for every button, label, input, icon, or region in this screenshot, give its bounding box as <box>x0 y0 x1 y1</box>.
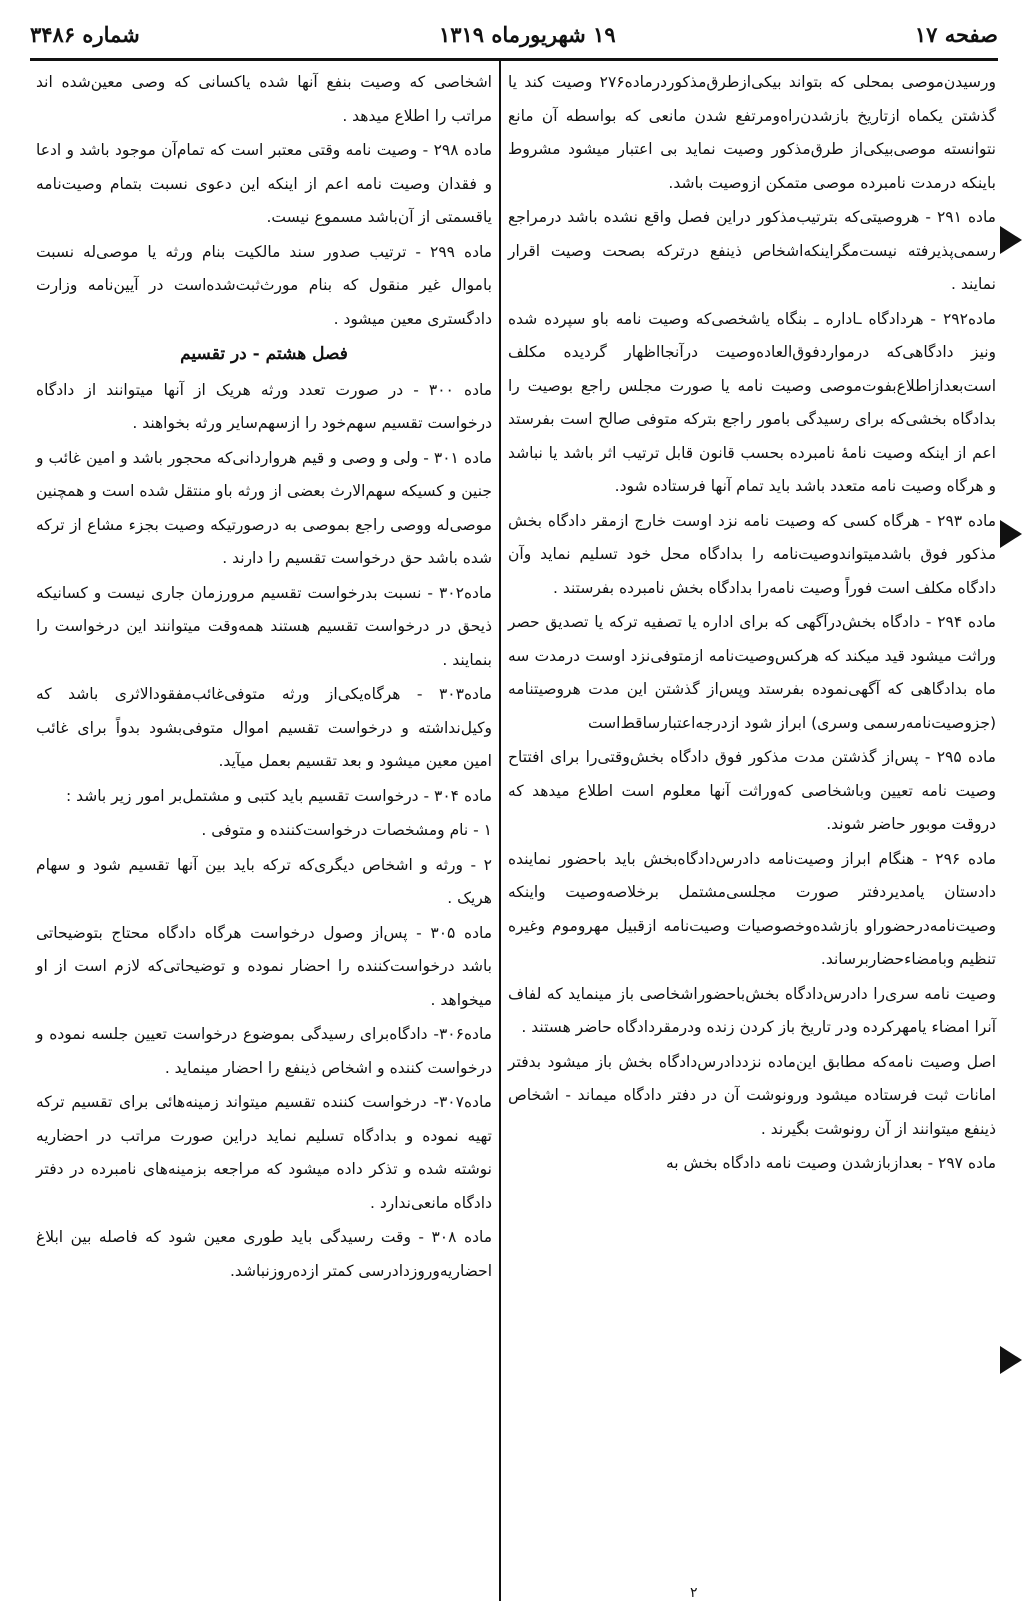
article-307: ماده۳۰۷- درخواست کننده تقسیم میتواند زمینه‌هائی برای تقسیم ترکه تهیه نموده و بدادگاه تسلیم نماید دراین صورت مراتب در احضاریه نوشته شده و تذکر داده میشود که مراجعه بزمینه‌های نامبرده در دفتر دادگاه مانعی‌ندارد . <box>36 1093 492 1212</box>
article-304-item-1: ۱ - نام ومشخصات درخواست‌کننده و متوفی . <box>201 821 492 839</box>
article-295: ماده ۲۹۵ - پس‌از گذشتن مدت مذکور فوق دادگاه بخش‌وقتی‌را برای افتتاح وصیت نامه تعیین وباشخاصی که‌وراثت آنها معلوم است اطلاع میدهد که دروقت موبور حاضر شوند. <box>508 748 996 833</box>
header-rule <box>30 58 998 61</box>
article-306: ماده۳۰۶- دادگاه‌برای رسیدگی بموضوع درخواست تعیین جلسه نموده و درخواست کننده و اشخاص ذینفع را احضار مینماید . <box>36 1025 492 1077</box>
article-293: ماده ۲۹۳ - هرگاه کسی که وصیت نامه نزد اوست خارج ازمقر دادگاه بخش مذکور فوق باشدمیتواندوصیت‌نامه را بدادگاه محل خود تسلیم نماید وآن دادگاه مکلف است فوراً وصیت نامه‌را بدادگاه بخش نامبرده بفرستند . <box>508 511 996 597</box>
article-301: ماده ۳۰۱ - ولی و وصی و قیم هرواردانی‌که محجور باشد و امین غائب و جنین و کسیکه سهم‌الارث بعضی از ورثه باو منتقل شده است و همچنین موصی‌له ووصی راجع بموصی به درصورتیکه وصیت بجزء مشاع از ترکه شده باشد حق درخواست تقسیم را دارند . <box>36 448 492 567</box>
article-299: ماده ۲۹۹ - ترتیب صدور سند مالکیت بنام ورثه یا موصی‌له نسبت باموال غیر منقول که بنام مورث‌ثبت‌شده‌است در آیین‌نامه وزارت دادگستری معین میشود . <box>36 242 492 328</box>
article-298: ماده ۲۹۸ - وصیت نامه وقتی معتبر است که تمام‌آن موجود باشد و ادعا و فقدان وصیت نامه اعم از اینکه این دعوی نسبت بتمام وصیت‌نامه یاقسمتی از آن‌باشد مسموع نیست. <box>36 141 493 226</box>
article-continuation: اشخاصی که وصیت بنفع آنها شده یاکسانی که وصی معین‌شده اند مراتب را اطلاع میدهد . <box>36 73 492 125</box>
article-308: ماده ۳۰۸ - وقت رسیدگی باید طوری معین شود که فاصله بین ابلاغ احضاریه‌وروزدادرسی کمتر ازده‌روزنباشد. <box>36 1228 492 1280</box>
article-302: ماده۳۰۲ - نسبت بدرخواست تقسیم مرورزمان جاری نیست و کسانیکه ذیحق در درخواست تقسیم هستند همه‌وقت میتوانند این درخواست را بنمایند . <box>36 583 492 669</box>
binding-mark-icon <box>1000 226 1022 254</box>
article-304: ماده ۳۰۴ - درخواست تقسیم باید کتبی و مشتمل‌بر امور زیر باشد : <box>65 786 492 805</box>
article-296: ماده ۲۹۶ - هنگام ابراز وصیت‌نامه دادرس‌دادگاه‌بخش باید باحضور نماینده دادستان یامدیردفتر صورت مجلسی‌مشتمل برخلاصه‌وصیت واینکه وصیت‌نامه‌درحضوراو بازشده‌وخصوصیات وصیت‌نامه ازقبیل مهروموم وغیره تنظیم وبامضاءحضاربرساند. <box>508 849 996 968</box>
issue-number: شماره ۳۴۸۶ <box>30 21 140 47</box>
footer-mark: ۲ <box>690 1585 698 1601</box>
article-294: ماده ۲۹۴ - دادگاه بخش‌درآگهی که برای اداره یا تصفیه ترکه یا تصدیق حصر وراثت میشود قید میکند که هرکس‌وصیت‌نامه ازمتوفی‌نزد اوست درمدت سه ماه بدادگاهی که آگهی‌نموده بفرستد وپس‌از گذشتن این مدت هروصیتنامه (جزوصیت‌نامه‌رسمی وسری) ابراز شود ازدرجه‌اعتبارساقط‌است <box>508 613 996 732</box>
left-column <box>36 66 492 1289</box>
chapter-heading: فصل هشتم - در تقسیم <box>180 344 348 364</box>
binding-mark-icon <box>1000 1346 1022 1374</box>
column-divider <box>499 61 501 1601</box>
article-296-original-will: اصل وصیت نامه‌که مطابق این‌ماده نزددادرس‌دادگاه بخش باز میشود بدفتر امانات ثبت فرستاده میشود ورونوشت آن در دفتر دادگاه میماند - اشخاص ذینفع میتوانند از آن رونوشت بگیرند . <box>508 1052 996 1138</box>
page-number: صفحه ۱۷ <box>914 21 998 47</box>
issue-date: ۱۹ شهریورماه ۱۳۱۹ <box>438 21 616 47</box>
article-292: ماده۲۹۲ - هردادگاه ـاداره ـ بنگاه یاشخصی‌که وصیت نامه باو سپرده شده ونیز دادگاهی‌که درمواردفوق‌العاده‌وصیت درآنجااظهار گردیده مکلف است‌بعدازاطلاع‌بفوت‌موصی وصیت نامه یا صورت مجلس راجع بوصیت را بدادگاه بخشی‌که برای رسیدگی بامور راجع بترکه متوفی صالح است بفرستد اعم از اینکه وصیت نامهٔ نامبرده بحسب قانون قابل ترتیب اثر باشد یا نباشد و هرگاه وصیت نامه متعدد باشد باید تمام آنها فرستاده شود. <box>508 309 996 495</box>
right-column <box>508 66 996 1182</box>
article-paragraph: ورسیدن‌موصی بمحلی که بتواند بیکی‌ازطرق‌مذکوردرماده۲۷۶ وصیت کند یا گذشتن یکماه ازتاریخ بازشدن‌راه‌ومرتفع شدن مانعی که بواسطه آن مانع نتوانسته موصی‌بیکی‌از طرق‌مذکور وصیت نماید بی اعتبار میشود مشروط باینکه درمدت نامبرده موصی متمکن ازوصیت باشد. <box>508 73 997 192</box>
binding-mark-icon <box>1000 520 1022 548</box>
article-300: ماده ۳۰۰ - در صورت تعدد ورثه هریک از آنها میتوانند از دادگاه درخواست تقسیم سهم‌خود را ازسهم‌سایر ورثه بخواهند . <box>36 380 492 432</box>
article-303: ماده۳۰۳ - هرگاه‌یکی‌از ورثه متوفی‌غائب‌مفقودالاثری باشد که وکیل‌نداشته و درخواست تقسیم اموال متوفی‌بشود بدواً برای غائب امین معین میشود و بعد تقسیم بعمل میآید. <box>36 685 492 770</box>
article-296-secret-will: وصیت نامه سری‌را دادرس‌دادگاه بخش‌باحضوراشخاصی باز مینماید که لفاف آنرا امضاء یامهرکرده ودر تاریخ باز کردن زنده ودرمقردادگاه حاضر هستند . <box>508 984 996 1036</box>
page-header <box>30 14 998 54</box>
article-297: ماده ۲۹۷ - بعدازبازشدن وصیت نامه دادگاه بخش به <box>665 1154 996 1172</box>
article-305: ماده ۳۰۵ - پس‌از وصول درخواست هرگاه دادگاه محتاج بتوضیحاتی باشد درخواست‌کننده را احضار نموده و توضیحاتی‌که لازم است از او میخواهد . <box>36 923 492 1009</box>
article-304-item-2: ۲ - ورثه و اشخاص دیگری‌که ترکه باید بین آنها تقسیم شود و سهام هریک . <box>36 855 492 907</box>
article-291: ماده ۲۹۱ - هروصیتی‌که بترتیب‌مذکور دراین فصل واقع نشده باشد درمراجع رسمی‌پذیرفته نیست‌مگراینکه‌اشخاص ذینفع درترکه بصحت وصیت اقرار نمایند . <box>508 208 996 293</box>
